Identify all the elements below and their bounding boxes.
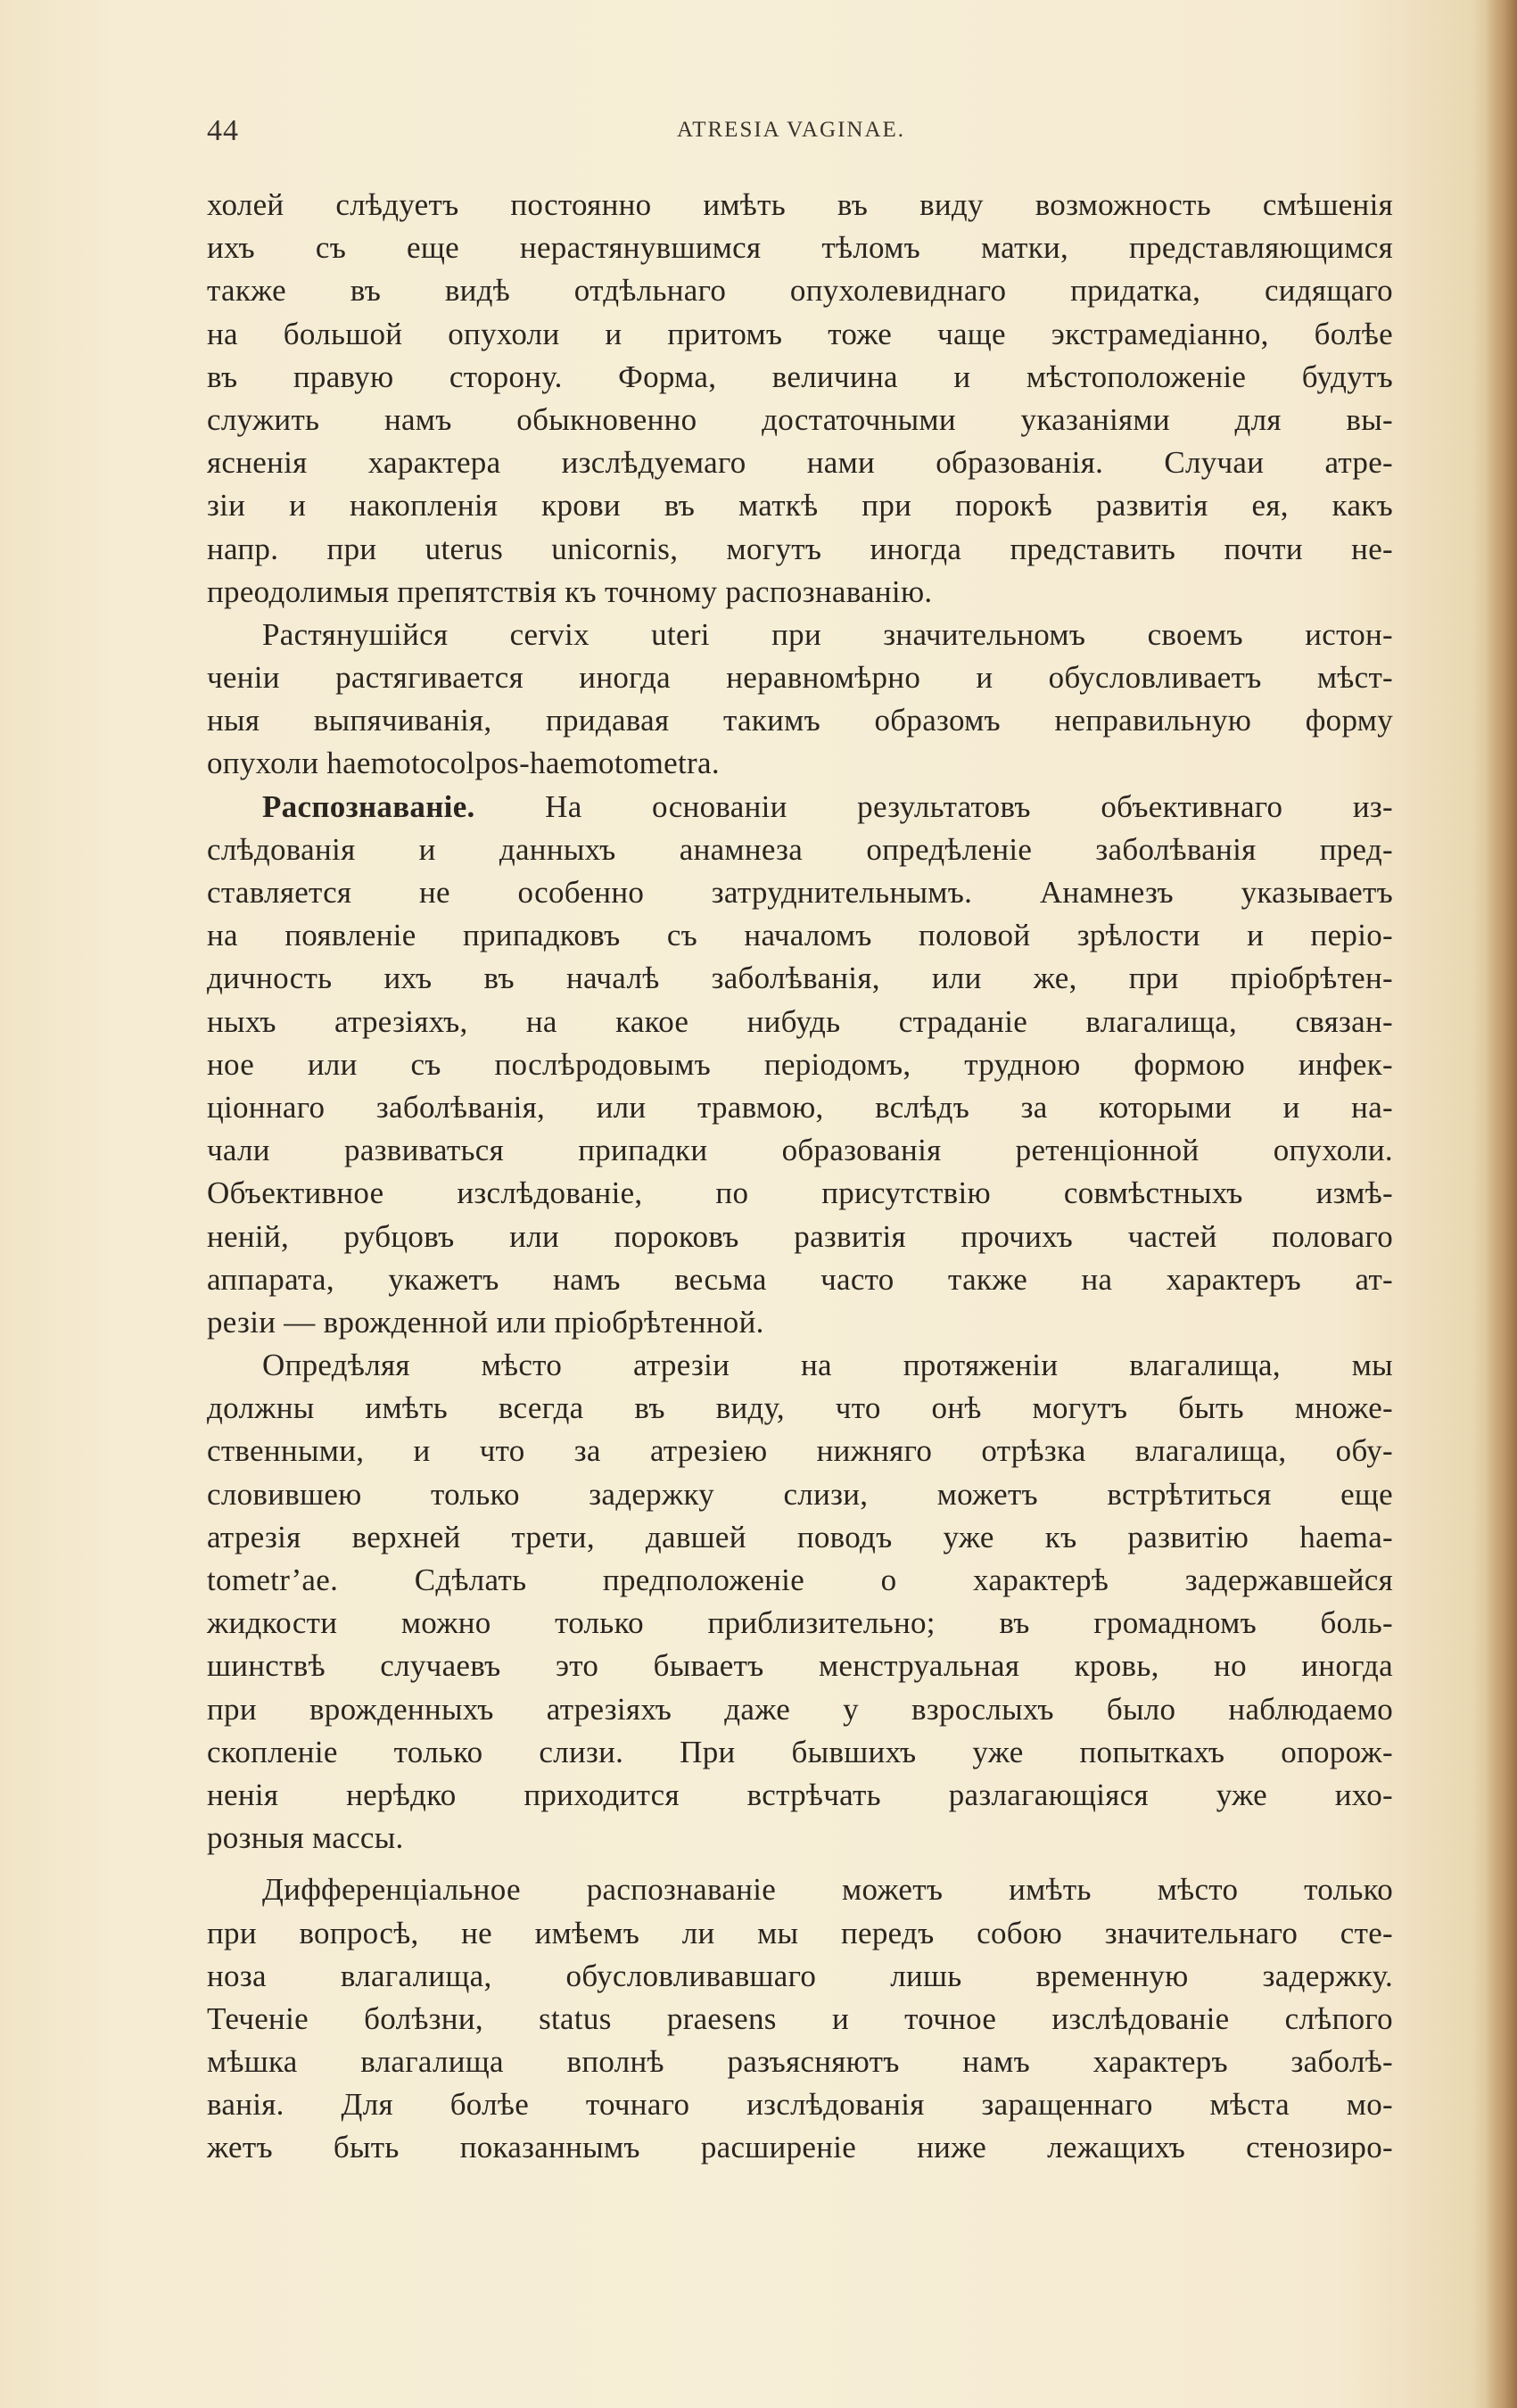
text-line: также въ видѣ отдѣльнаго опухолевиднаго придатка, сидящаго: [207, 273, 1393, 309]
text-line: розныя массы.: [207, 1820, 404, 1856]
text-line: дичность ихъ въ началѣ заболѣванія, или же, при пріобрѣтен-: [207, 961, 1393, 996]
text-line: атрезія верхней трети, давшей поводъ уже къ развитію haema-: [207, 1519, 1393, 1554]
text-line: холей слѣдуетъ постоянно имѣть въ виду возможность смѣшенія: [207, 187, 1393, 222]
section-heading-inline: Распознаваніе.: [262, 788, 475, 824]
text-line: зіи и накопленія крови въ маткѣ при порокѣ развитія ея, какъ: [207, 488, 1393, 524]
text-line: на появленіе припадковъ съ началомъ половой зрѣлости и періо-: [207, 918, 1393, 953]
text-line: Дифференціальное распознаваніе можетъ имѣть мѣсто только: [262, 1872, 1393, 1908]
text-line: [207, 786, 1393, 829]
text-line: Объективное изслѣдованіе, по присутствію совмѣстныхъ измѣ-: [207, 1175, 1393, 1211]
text-line: при врожденныхъ атрезіяхъ даже у взрослыхъ было наблюдаемо: [207, 1691, 1393, 1727]
text-run: На основаніи результатовъ объективнаго из-: [474, 788, 1393, 824]
text-line: ясненія характера изслѣдуемаго нами образованія. Случаи атре-: [207, 445, 1393, 481]
paragraph: [207, 1344, 1393, 1860]
text-line: ственными, и что за атрезіею нижняго отрѣзка влагалища, обу-: [207, 1433, 1393, 1469]
text-line: Растянушійся cervix uteri при значительномъ своемъ истон-: [262, 616, 1393, 652]
text-line: резіи — врожденной или пріобрѣтенной.: [207, 1304, 764, 1340]
text-line: ноза влагалища, обусловливавшаго лишь временную задержку.: [207, 1958, 1393, 1993]
text-line: чали развиваться припадки образованія ретенціонной опухоли.: [207, 1133, 1393, 1168]
text-line: ванія. Для болѣе точнаго изслѣдованія заращеннаго мѣста мо-: [207, 2087, 1393, 2123]
text-line: ненія нерѣдко приходится встрѣчать разлагающіяся уже ихо-: [207, 1777, 1393, 1812]
text-line: неній, рубцовъ или пороковъ развитія прочихъ частей половаго: [207, 1218, 1393, 1254]
text-line: на большой опухоли и притомъ тоже чаще экстрамедіанно, болѣе: [207, 316, 1393, 351]
body-text: [207, 184, 1393, 2170]
running-title: ATRESIA VAGINAE.: [676, 118, 906, 142]
paragraph: [207, 614, 1393, 786]
paragraph: [207, 786, 1393, 1344]
page-edge-shadow: [1485, 0, 1517, 2408]
text-line: ихъ съ еще нерастянувшимся тѣломъ матки, представляющимся: [207, 230, 1393, 266]
paragraph-gap: [207, 1860, 1393, 1868]
text-line: аппарата, укажетъ намъ весьма часто также на характеръ ат-: [207, 1261, 1393, 1297]
text-line: Опредѣляя мѣсто атрезіи на протяженіи влагалища, мы: [262, 1348, 1393, 1383]
text-line: жетъ быть показаннымъ расширеніе ниже лежащихъ стенозиро-: [207, 2130, 1393, 2165]
text-line: ціоннаго заболѣванія, или травмою, вслѣдъ за которыми и на-: [207, 1089, 1393, 1125]
text-line: ныя выпячиванія, придавая такимъ образомъ неправильную форму: [207, 703, 1393, 738]
text-line: жидкости можно только приблизительно; въ громадномъ боль-: [207, 1605, 1393, 1641]
text-line: мѣшка влагалища вполнѣ разъясняютъ намъ характеръ заболѣ-: [207, 2044, 1393, 2080]
text-line: Теченіе болѣзни, status praesens и точное изслѣдованіе слѣпого: [207, 2000, 1393, 2036]
page-header: [207, 111, 1375, 155]
page-number: 44: [207, 114, 239, 147]
text-line: словившею только задержку слизи, можетъ встрѣтиться еще: [207, 1476, 1393, 1512]
text-line: при вопросѣ, не имѣемъ ли мы передъ собою значительнаго сте-: [207, 1915, 1393, 1950]
text-line: ставляется не особенно затруднительнымъ. Анамнезъ указываетъ: [207, 875, 1393, 910]
paragraph: [207, 1868, 1393, 2169]
text-line: шинствѣ случаевъ это бываетъ менструальная кровь, но иногда: [207, 1648, 1393, 1684]
text-line: ченіи растягивается иногда неравномѣрно и обусловливаетъ мѣст-: [207, 660, 1393, 696]
paragraph: [207, 184, 1393, 614]
text-line: ное или съ послѣродовымъ періодомъ, трудною формою инфек-: [207, 1046, 1393, 1082]
text-line: tometr’ae. Сдѣлать предположеніе о характерѣ задержавшейся: [207, 1563, 1393, 1597]
text-line: скопленіе только слизи. При бывшихъ уже попыткахъ опорож-: [207, 1734, 1393, 1769]
text-line: слѣдованія и данныхъ анамнеза опредѣленіе заболѣванія пред-: [207, 831, 1393, 867]
text-line: опухоли haemotocolpos-haemotometra.: [207, 746, 720, 781]
text-line: должны имѣть всегда въ виду, что онѣ могутъ быть множе-: [207, 1390, 1393, 1426]
text-line: въ правую сторону. Форма, величина и мѣстоположеніе будутъ: [207, 359, 1393, 394]
text-line: преодолимыя препятствія къ точному распознаванію.: [207, 573, 933, 609]
text-line: напр. при uterus unicornis, могутъ иногда представить почти не-: [207, 531, 1393, 566]
text-line: служить намъ обыкновенно достаточными указаніями для вы-: [207, 401, 1393, 437]
text-line: ныхъ атрезіяхъ, на какое нибудь страданіе влагалища, связан-: [207, 1003, 1393, 1039]
